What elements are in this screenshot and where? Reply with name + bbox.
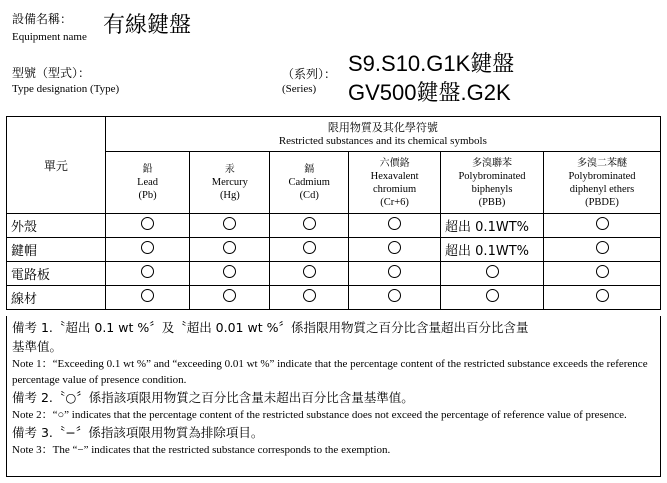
note3-en: Note 3：The “−” indicates that the restricted substance corresponds to the exemption. [12, 444, 391, 456]
row-name: 外殼 [7, 214, 106, 238]
series-line-1: S9.S10.G1K鍵盤 [348, 51, 515, 76]
circle-mark [223, 217, 236, 230]
circle-mark [596, 265, 609, 278]
circle-mark [388, 217, 401, 230]
column-header: 鎘 Cadmium (Cd) [270, 152, 349, 214]
circle-mark [303, 289, 316, 302]
circle-mark [388, 289, 401, 302]
circle-mark [388, 265, 401, 278]
table-row [7, 238, 661, 262]
circle-mark [141, 265, 154, 278]
group-header [105, 117, 660, 152]
table-cell [105, 214, 190, 238]
table-cell [441, 262, 544, 286]
row-name: 鍵帽 [7, 238, 106, 262]
table-cell [349, 262, 441, 286]
table-cell [349, 286, 441, 310]
table-cell [105, 286, 190, 310]
table-cell [270, 214, 349, 238]
table-row [7, 214, 661, 238]
table-cell [544, 262, 661, 286]
table-row [7, 262, 661, 286]
group-header-zh: 限用物質及其化學符號 [327, 120, 438, 134]
circle-mark [141, 289, 154, 302]
circle-mark [596, 241, 609, 254]
column-header-row [7, 152, 661, 214]
circle-mark [223, 265, 236, 278]
row-name: 線材 [7, 286, 106, 310]
column-header: 多溴聯苯 Polybrominated biphenyls (PBB) [441, 152, 544, 214]
table-cell [190, 214, 270, 238]
exceed-cell: 超出 0.1WT% [441, 214, 544, 238]
circle-mark [303, 265, 316, 278]
table-row [7, 286, 661, 310]
restricted-substances-table [6, 116, 661, 310]
circle-mark [486, 289, 499, 302]
note2-en: Note 2：“○” indicates that the percentage content of the restricted substance does not exceed the percentage of reference value of presence. [12, 409, 627, 421]
series-label-en: (Series) [282, 83, 317, 95]
table-cell [544, 286, 661, 310]
circle-mark [223, 289, 236, 302]
column-header: 汞 Mercury (Hg) [190, 152, 270, 214]
circle-mark [388, 241, 401, 254]
column-header: 鉛 Lead (Pb) [105, 152, 190, 214]
circle-mark [303, 241, 316, 254]
series-line-2: GV500鍵盤.G2K [348, 80, 511, 105]
table-cell [190, 262, 270, 286]
table-cell [270, 262, 349, 286]
table-cell [544, 238, 661, 262]
circle-mark [223, 241, 236, 254]
group-header-en: Restricted substances and its chemical symbols [278, 134, 487, 147]
note2-zh: 備考 2.〝○〞係指該項限用物質之百分比含量未超出百分比含量基準值。 [12, 390, 414, 405]
table-cell [441, 286, 544, 310]
row-name: 電路板 [7, 262, 106, 286]
series-label-zh: （系列）： [282, 67, 337, 81]
column-header: 多溴二苯醚 Polybrominated diphenyl ethers (PBDE) [544, 152, 661, 214]
circle-mark [141, 217, 154, 230]
table-cell [349, 214, 441, 238]
column-header: 六價鉻 Hexavalent chromium (Cr+6) [349, 152, 441, 214]
circle-mark [141, 241, 154, 254]
table-cell [270, 238, 349, 262]
circle-mark [486, 265, 499, 278]
table-cell [349, 238, 441, 262]
type-label-zh: 型號（型式）： [12, 66, 91, 80]
table-cell [190, 286, 270, 310]
table-cell [105, 262, 190, 286]
exceed-cell: 超出 0.1WT% [441, 238, 544, 262]
table-cell [270, 286, 349, 310]
type-label-en: Type designation (Type) [12, 83, 120, 95]
table-cell [190, 238, 270, 262]
note1-zh: 備考 1.〝超出 0.1 wt %〞及〝超出 0.01 wt %〞係指限用物質之百分比含量超出百分比含量 [12, 320, 529, 335]
equipment-label-en: Equipment name [12, 31, 87, 43]
note1-en: Note 1：“Exceeding 0.1 wt %” and “exceeding 0.01 wt %” indicate that the percentage content of the restricted substance exceeds the reference percentage value of presence condition. [12, 358, 648, 386]
circle-mark [596, 289, 609, 302]
equipment-label-zh: 設備名稱： [12, 12, 73, 26]
circle-mark [303, 217, 316, 230]
note1-zh-cont: 基準值。 [12, 339, 63, 354]
notes-section [6, 316, 661, 477]
circle-mark [596, 217, 609, 230]
equipment-name: 有線鍵盤 [103, 13, 192, 38]
table-cell [105, 238, 190, 262]
table-cell [544, 214, 661, 238]
unit-header: 單元 [7, 117, 106, 214]
note3-zh: 備考 3.〝−〞係指該項限用物質為排除項目。 [12, 425, 264, 440]
